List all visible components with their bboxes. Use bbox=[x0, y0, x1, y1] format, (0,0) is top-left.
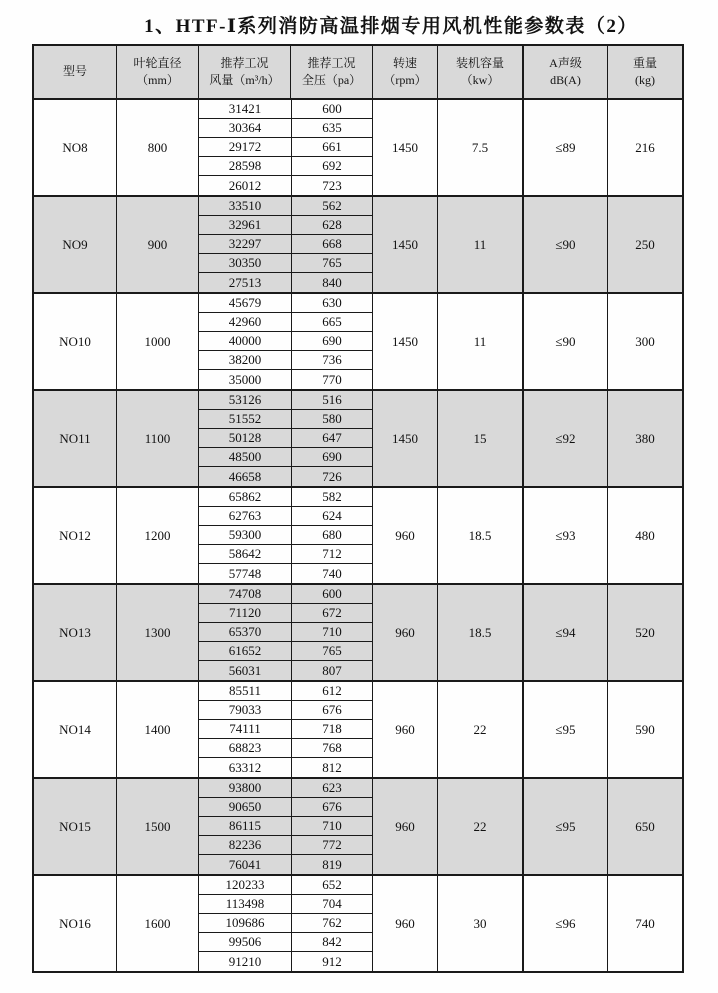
flow-cell: 90650 bbox=[228, 799, 262, 814]
flow-pressure-subtable bbox=[198, 876, 372, 971]
flow-cell: 113498 bbox=[225, 896, 265, 911]
model-block-no14 bbox=[34, 680, 682, 777]
flow-cell: 91210 bbox=[228, 953, 262, 969]
flow-pressure-subtable bbox=[198, 682, 372, 777]
subtable-row bbox=[199, 701, 372, 720]
noise-cell: ≤89 bbox=[522, 100, 607, 195]
subtable-row bbox=[199, 448, 372, 467]
subtable-row bbox=[199, 294, 372, 313]
flow-cell: 32961 bbox=[228, 217, 262, 232]
flow-cell: 63312 bbox=[228, 759, 262, 775]
header-label: 重量 bbox=[632, 55, 657, 70]
subtable-row bbox=[199, 370, 372, 389]
pressure-cell: 712 bbox=[291, 545, 372, 563]
subtable-row bbox=[199, 216, 372, 235]
pressure-cell: 661 bbox=[291, 138, 372, 156]
flow-cell: 28598 bbox=[228, 158, 262, 173]
subtable-row bbox=[199, 604, 372, 623]
rpm-cell: 1450 bbox=[372, 391, 437, 486]
flow-cell: 74708 bbox=[228, 586, 262, 601]
pressure-cell: 842 bbox=[291, 933, 372, 951]
flow-cell: 46658 bbox=[228, 468, 262, 484]
pressure-cell: 765 bbox=[291, 254, 372, 272]
subtable-row bbox=[199, 488, 372, 507]
weight-cell: 216 bbox=[607, 100, 682, 195]
flow-cell: 26012 bbox=[228, 177, 262, 193]
pressure-cell: 704 bbox=[291, 895, 372, 913]
weight-cell: 480 bbox=[607, 488, 682, 583]
pressure-cell: 623 bbox=[291, 779, 372, 797]
rpm-cell: 960 bbox=[372, 779, 437, 874]
diameter-cell: 1500 bbox=[116, 779, 198, 874]
subtable-row bbox=[199, 952, 372, 971]
rpm-cell: 960 bbox=[372, 488, 437, 583]
flow-cell: 51552 bbox=[228, 411, 262, 426]
table-header-row bbox=[34, 46, 682, 98]
header-cell-rpm bbox=[372, 46, 437, 98]
model-cell: NO9 bbox=[62, 236, 88, 252]
table-body bbox=[34, 98, 682, 971]
subtable-row bbox=[199, 798, 372, 817]
diameter-cell: 900 bbox=[116, 197, 198, 292]
pressure-cell: 710 bbox=[291, 623, 372, 641]
subtable-row bbox=[199, 410, 372, 429]
subtable-row bbox=[199, 682, 372, 701]
diameter-cell: 1400 bbox=[116, 682, 198, 777]
pressure-cell: 635 bbox=[291, 119, 372, 137]
flow-cell: 38200 bbox=[228, 352, 262, 367]
flow-cell: 71120 bbox=[228, 605, 262, 620]
flow-cell: 33510 bbox=[228, 198, 262, 213]
noise-cell: ≤96 bbox=[522, 876, 607, 971]
fan-performance-table bbox=[32, 44, 684, 973]
flow-cell: 48500 bbox=[228, 449, 262, 464]
flow-pressure-subtable bbox=[198, 391, 372, 486]
subtable-row bbox=[199, 720, 372, 739]
model-block-no11 bbox=[34, 389, 682, 486]
header-unit: (kg) bbox=[635, 73, 655, 87]
flow-cell: 76041 bbox=[228, 856, 262, 872]
subtable-row bbox=[199, 100, 372, 119]
noise-cell: ≤90 bbox=[522, 197, 607, 292]
flow-cell: 62763 bbox=[228, 508, 262, 523]
pressure-cell: 582 bbox=[291, 488, 372, 506]
subtable-row bbox=[199, 855, 372, 874]
subtable-row bbox=[199, 391, 372, 410]
subtable-row bbox=[199, 895, 372, 914]
pressure-cell: 692 bbox=[291, 157, 372, 175]
header-unit: 全压（pa） bbox=[301, 73, 362, 87]
flow-cell: 59300 bbox=[228, 527, 262, 542]
flow-cell: 50128 bbox=[228, 430, 262, 445]
power-cell: 15 bbox=[437, 391, 522, 486]
flow-cell: 85511 bbox=[228, 683, 262, 698]
subtable-row bbox=[199, 545, 372, 564]
weight-cell: 380 bbox=[607, 391, 682, 486]
flow-cell: 30364 bbox=[228, 120, 262, 135]
header-cell-noise bbox=[522, 46, 607, 98]
header-label: 推荐工况 bbox=[307, 55, 356, 70]
pressure-cell: 668 bbox=[291, 235, 372, 253]
header-unit: （kw） bbox=[460, 73, 500, 87]
header-unit: （rpm） bbox=[383, 73, 427, 87]
subtable-row bbox=[199, 351, 372, 370]
weight-cell: 740 bbox=[607, 876, 682, 971]
model-block-no13 bbox=[34, 583, 682, 680]
pressure-cell: 647 bbox=[291, 429, 372, 447]
pressure-cell: 580 bbox=[291, 410, 372, 428]
subtable-row bbox=[199, 585, 372, 604]
flow-cell: 40000 bbox=[228, 333, 262, 348]
header-unit: （mm） bbox=[136, 73, 179, 87]
power-cell: 30 bbox=[437, 876, 522, 971]
pressure-cell: 840 bbox=[291, 273, 372, 292]
model-cell: NO13 bbox=[59, 624, 91, 640]
diameter-cell: 1200 bbox=[116, 488, 198, 583]
pressure-cell: 726 bbox=[291, 467, 372, 486]
flow-pressure-subtable bbox=[198, 585, 372, 680]
subtable-row bbox=[199, 817, 372, 836]
noise-cell: ≤94 bbox=[522, 585, 607, 680]
flow-pressure-subtable bbox=[198, 294, 372, 389]
flow-cell: 30350 bbox=[228, 255, 262, 270]
header-cell-power bbox=[437, 46, 522, 98]
pressure-cell: 762 bbox=[291, 914, 372, 932]
flow-cell: 42960 bbox=[228, 314, 262, 329]
flow-cell: 58642 bbox=[228, 546, 262, 561]
header-cell-model bbox=[34, 46, 116, 98]
subtable-row bbox=[199, 157, 372, 176]
subtable-row bbox=[199, 507, 372, 526]
header-label: 型号 bbox=[62, 64, 87, 79]
header-label: A声级 bbox=[549, 55, 582, 70]
pressure-cell: 718 bbox=[291, 720, 372, 738]
flow-cell: 65370 bbox=[228, 624, 262, 639]
pressure-cell: 676 bbox=[291, 701, 372, 719]
subtable-row bbox=[199, 254, 372, 273]
flow-cell: 27513 bbox=[228, 274, 262, 290]
pressure-cell: 676 bbox=[291, 798, 372, 816]
pressure-cell: 652 bbox=[291, 876, 372, 894]
subtable-row bbox=[199, 739, 372, 758]
power-cell: 11 bbox=[437, 197, 522, 292]
pressure-cell: 630 bbox=[291, 294, 372, 312]
header-label: 转速 bbox=[392, 55, 417, 70]
power-cell: 11 bbox=[437, 294, 522, 389]
pressure-cell: 736 bbox=[291, 351, 372, 369]
pressure-cell: 768 bbox=[291, 739, 372, 757]
pressure-cell: 690 bbox=[291, 448, 372, 466]
header-unit: 风量（m³/h） bbox=[209, 73, 280, 87]
flow-cell: 86115 bbox=[228, 818, 262, 833]
model-block-no16 bbox=[34, 874, 682, 971]
pressure-cell: 770 bbox=[291, 370, 372, 389]
noise-cell: ≤93 bbox=[522, 488, 607, 583]
model-block-no8 bbox=[34, 98, 682, 195]
pressure-cell: 600 bbox=[291, 100, 372, 118]
subtable-row bbox=[199, 138, 372, 157]
flow-pressure-subtable bbox=[198, 488, 372, 583]
diameter-cell: 1000 bbox=[116, 294, 198, 389]
pressure-cell: 680 bbox=[291, 526, 372, 544]
flow-cell: 35000 bbox=[228, 371, 262, 387]
diameter-cell: 1300 bbox=[116, 585, 198, 680]
power-cell: 22 bbox=[437, 779, 522, 874]
flow-pressure-subtable bbox=[198, 197, 372, 292]
pressure-cell: 516 bbox=[291, 391, 372, 409]
subtable-row bbox=[199, 933, 372, 952]
rpm-cell: 1450 bbox=[372, 197, 437, 292]
rpm-cell: 1450 bbox=[372, 100, 437, 195]
pressure-cell: 723 bbox=[291, 176, 372, 195]
noise-cell: ≤95 bbox=[522, 779, 607, 874]
flow-cell: 31421 bbox=[228, 101, 262, 116]
subtable-row bbox=[199, 758, 372, 777]
subtable-row bbox=[199, 623, 372, 642]
subtable-row bbox=[199, 235, 372, 254]
rpm-cell: 1450 bbox=[372, 294, 437, 389]
weight-cell: 590 bbox=[607, 682, 682, 777]
subtable-row bbox=[199, 642, 372, 661]
header-cell-flow bbox=[198, 46, 290, 98]
power-cell: 18.5 bbox=[437, 585, 522, 680]
flow-cell: 109686 bbox=[225, 915, 265, 930]
flow-cell: 93800 bbox=[228, 780, 262, 795]
model-block-no10 bbox=[34, 292, 682, 389]
diameter-cell: 800 bbox=[116, 100, 198, 195]
pressure-cell: 772 bbox=[291, 836, 372, 854]
rpm-cell: 960 bbox=[372, 876, 437, 971]
page-title: 1、HTF-Ⅰ系列消防高温排烟专用风机性能参数表（2） bbox=[144, 16, 638, 37]
subtable-row bbox=[199, 273, 372, 292]
flow-cell: 57748 bbox=[228, 565, 262, 581]
header-label: 装机容量 bbox=[455, 55, 504, 70]
pressure-cell: 807 bbox=[291, 661, 372, 680]
rpm-cell: 960 bbox=[372, 682, 437, 777]
model-block-no15 bbox=[34, 777, 682, 874]
pressure-cell: 562 bbox=[291, 197, 372, 215]
flow-pressure-subtable bbox=[198, 779, 372, 874]
model-cell: NO15 bbox=[59, 818, 91, 834]
model-cell: NO14 bbox=[59, 721, 91, 737]
pressure-cell: 912 bbox=[291, 952, 372, 971]
flow-pressure-subtable bbox=[198, 100, 372, 195]
model-cell: NO8 bbox=[62, 139, 88, 155]
pressure-cell: 812 bbox=[291, 758, 372, 777]
flow-cell: 29172 bbox=[228, 139, 262, 154]
subtable-row bbox=[199, 313, 372, 332]
flow-cell: 32297 bbox=[228, 236, 262, 251]
weight-cell: 300 bbox=[607, 294, 682, 389]
subtable-row bbox=[199, 564, 372, 583]
flow-cell: 82236 bbox=[228, 837, 262, 852]
subtable-row bbox=[199, 176, 372, 195]
subtable-row bbox=[199, 332, 372, 351]
flow-cell: 99506 bbox=[228, 934, 262, 949]
pressure-cell: 665 bbox=[291, 313, 372, 331]
flow-cell: 61652 bbox=[228, 643, 262, 658]
model-cell: NO11 bbox=[59, 430, 91, 446]
subtable-row bbox=[199, 526, 372, 545]
flow-cell: 65862 bbox=[228, 489, 262, 504]
subtable-row bbox=[199, 836, 372, 855]
subtable-row bbox=[199, 661, 372, 680]
flow-cell: 45679 bbox=[228, 295, 262, 310]
flow-cell: 74111 bbox=[229, 721, 261, 736]
flow-cell: 53126 bbox=[228, 392, 262, 407]
weight-cell: 520 bbox=[607, 585, 682, 680]
weight-cell: 650 bbox=[607, 779, 682, 874]
model-cell: NO16 bbox=[59, 915, 91, 931]
subtable-row bbox=[199, 914, 372, 933]
subtable-row bbox=[199, 197, 372, 216]
header-cell-weight bbox=[607, 46, 682, 98]
header-cell-pressure bbox=[290, 46, 372, 98]
pressure-cell: 672 bbox=[291, 604, 372, 622]
noise-cell: ≤92 bbox=[522, 391, 607, 486]
pressure-cell: 624 bbox=[291, 507, 372, 525]
power-cell: 22 bbox=[437, 682, 522, 777]
header-label: 叶轮直径 bbox=[133, 55, 182, 70]
pressure-cell: 819 bbox=[291, 855, 372, 874]
header-label: 推荐工况 bbox=[220, 55, 269, 70]
flow-cell: 68823 bbox=[228, 740, 262, 755]
subtable-row bbox=[199, 779, 372, 798]
subtable-row bbox=[199, 876, 372, 895]
flow-cell: 56031 bbox=[228, 662, 262, 678]
model-block-no12 bbox=[34, 486, 682, 583]
model-cell: NO12 bbox=[59, 527, 91, 543]
diameter-cell: 1600 bbox=[116, 876, 198, 971]
pressure-cell: 600 bbox=[291, 585, 372, 603]
pressure-cell: 710 bbox=[291, 817, 372, 835]
weight-cell: 250 bbox=[607, 197, 682, 292]
header-unit: dB(A) bbox=[550, 73, 581, 87]
subtable-row bbox=[199, 429, 372, 448]
flow-cell: 120233 bbox=[225, 877, 265, 892]
header-cell-diameter bbox=[116, 46, 198, 98]
pressure-cell: 690 bbox=[291, 332, 372, 350]
pressure-cell: 740 bbox=[291, 564, 372, 583]
pressure-cell: 612 bbox=[291, 682, 372, 700]
flow-cell: 79033 bbox=[228, 702, 262, 717]
rpm-cell: 960 bbox=[372, 585, 437, 680]
model-block-no9 bbox=[34, 195, 682, 292]
pressure-cell: 765 bbox=[291, 642, 372, 660]
power-cell: 18.5 bbox=[437, 488, 522, 583]
noise-cell: ≤95 bbox=[522, 682, 607, 777]
noise-cell: ≤90 bbox=[522, 294, 607, 389]
diameter-cell: 1100 bbox=[116, 391, 198, 486]
model-cell: NO10 bbox=[59, 333, 91, 349]
subtable-row bbox=[199, 467, 372, 486]
subtable-row bbox=[199, 119, 372, 138]
pressure-cell: 628 bbox=[291, 216, 372, 234]
power-cell: 7.5 bbox=[437, 100, 522, 195]
